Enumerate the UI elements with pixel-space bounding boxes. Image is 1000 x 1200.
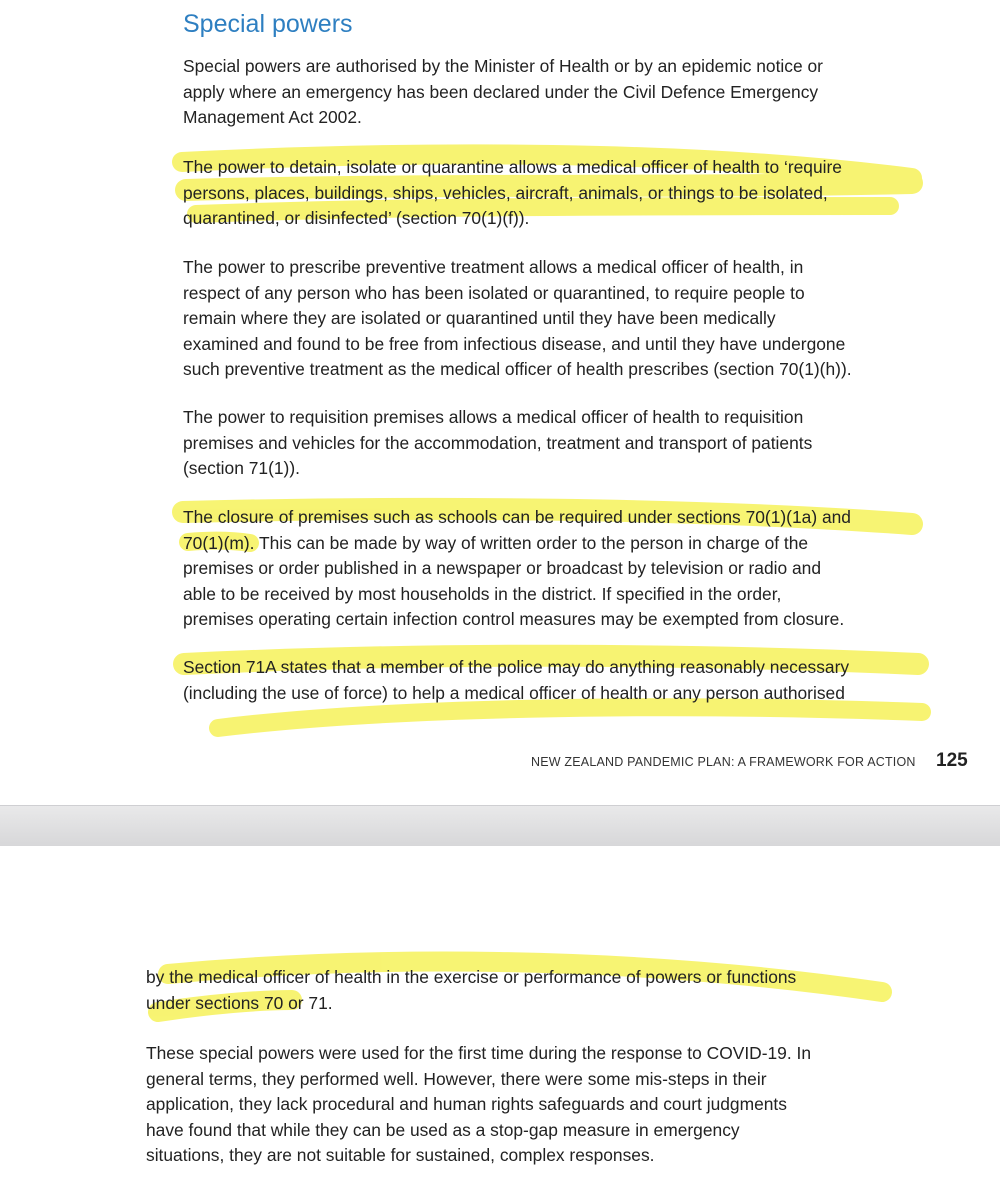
paragraph-covid-response: These special powers were used for the first time during the response to COVID-19. In general terms, they performed well. However, there were some mis-steps in their application, they lack procedural and human rights safeguards and court judgments have found that while they can be used as a stop-gap measure in emergency situations, they are not suitable for sustained, complex responses. [146,1043,812,1165]
paragraph-detain-isolate: The power to detain, isolate or quarantine allows a medical officer of health to ‘require persons, places, buildings, ships, vehicles, aircraft, animals, or things to be isolated, quarantined, or disinfected’ (section 70(1)(f)). [183,157,842,228]
paragraph-intro: Special powers are authorised by the Minister of Health or by an epidemic notice or apply where an emergency has been declared under the Civil Defence Emergency Management Act 2002. [183,56,823,127]
footer-document-title: NEW ZEALAND PANDEMIC PLAN: A FRAMEWORK FOR ACTION [531,755,916,769]
section-heading: Special powers [183,10,353,38]
paragraph-section-71a: Section 71A states that a member of the police may do anything reasonably necessary (including the use of force) to help a medical officer of health or any person authorised [183,657,850,703]
paragraph-continuation: by the medical officer of health in the exercise or performance of powers or functions under sections 70 or 71. [146,967,797,1013]
paragraph-preventive-treatment: The power to prescribe preventive treatment allows a medical officer of health, in respect of any person who has been isolated or quarantined, to require people to remain where they are isolated or quarantined until they have been medically examined and found to be free from infectious disease, and until they have undergone such preventive treatment as the medical officer of health prescribes (section 70(1)(h)). [183,257,852,379]
paragraph-requisition-premises: The power to requisition premises allows a medical officer of health to requisition premises and vehicles for the accommodation, treatment and transport of patients (section 71(1)). [183,407,813,478]
page-number: 125 [936,750,968,771]
paragraph-closure-of-premises: The closure of premises such as schools can be required under sections 70(1)(1a) and 70(1)(m). This can be made by way of written order to the person in charge of the premises or order published in a newspaper or broadcast by television or radio and able to be received by most households in the district. If specified in the order, premises operating certain infection control measures may be exempted from closure. [183,507,851,629]
page-separator [0,805,1000,847]
